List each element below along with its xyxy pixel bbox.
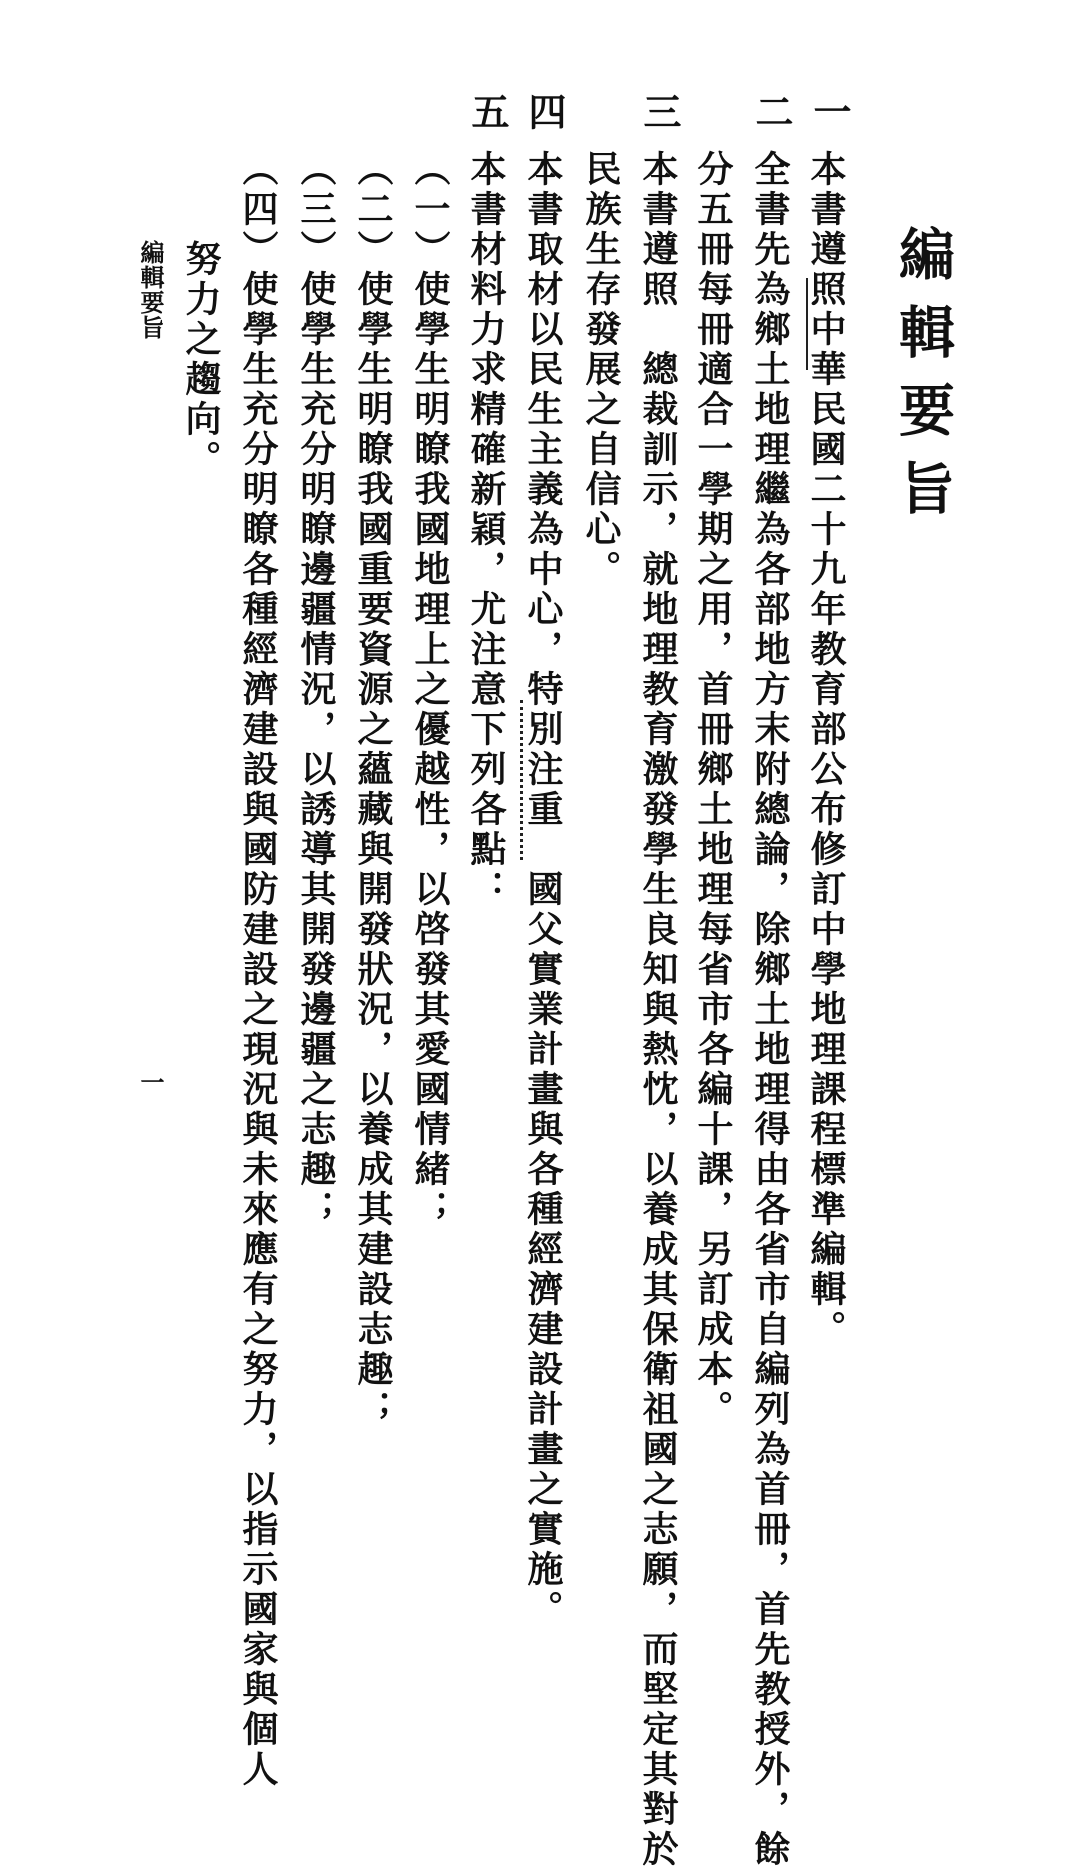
item-3-line-1: 本書遵照 總裁訓示，就地理教育激發學生良知與熱忱，以養成其保衛祖國之志願，而堅定其對於 <box>637 150 679 1870</box>
item-1-line-1: 本書遵照中華民國二十九年教育部公布修訂中學地理課程標準編輯。 <box>805 150 847 1350</box>
sub-item-3: （三）使學生充分明瞭邊疆情況，以誘導其開發邊疆之志趣； <box>295 150 337 1230</box>
item-number-3: 三 <box>637 92 682 130</box>
item-number-5: 五 <box>465 92 510 130</box>
sub-item-4: （四）使學生充分明瞭各種經濟建設與國防建設之現況與未來應有之努力，以指示國家與個人 <box>237 150 279 1790</box>
proper-name-mark <box>806 278 808 370</box>
book-title-mark <box>520 700 527 860</box>
item-3-line-2: 民族生存發展之自信心。 <box>580 150 622 590</box>
item-2-line-1: 全書先為鄉土地理繼為各部地方末附總論，除鄉土地理得由各省市自編列為首冊，首先教授外，餘 <box>749 150 791 1870</box>
sub-item-2: （二）使學生明瞭我國重要資源之蘊藏與開發狀況，以養成其建設志趣； <box>352 150 394 1430</box>
item-number-1: 一 <box>807 92 852 130</box>
item-2-line-2: 分五冊每冊適合一學期之用，首冊鄉土地理每省市各編十課，另訂成本。 <box>692 150 734 1430</box>
sub-item-1: （一）使學生明瞭我國地理上之優越性，以啓發其愛國情緒； <box>409 150 451 1230</box>
item-5-line-1: 本書材料力求精確新穎，尤注意下列各點： <box>465 150 507 910</box>
sub-item-4-continuation: 努力之趨向。 <box>180 240 222 480</box>
page-title: 編輯要旨 <box>890 225 956 537</box>
page-number: 一 <box>136 1070 165 1095</box>
item-4-line-1: 本書取材以民生主義為中心，特別注重 國父實業計畫與各種經濟建設計畫之實施。 <box>522 150 564 1630</box>
item-number-4: 四 <box>522 92 567 130</box>
running-title: 編輯要旨 <box>136 240 165 340</box>
item-number-2: 二 <box>749 92 794 130</box>
